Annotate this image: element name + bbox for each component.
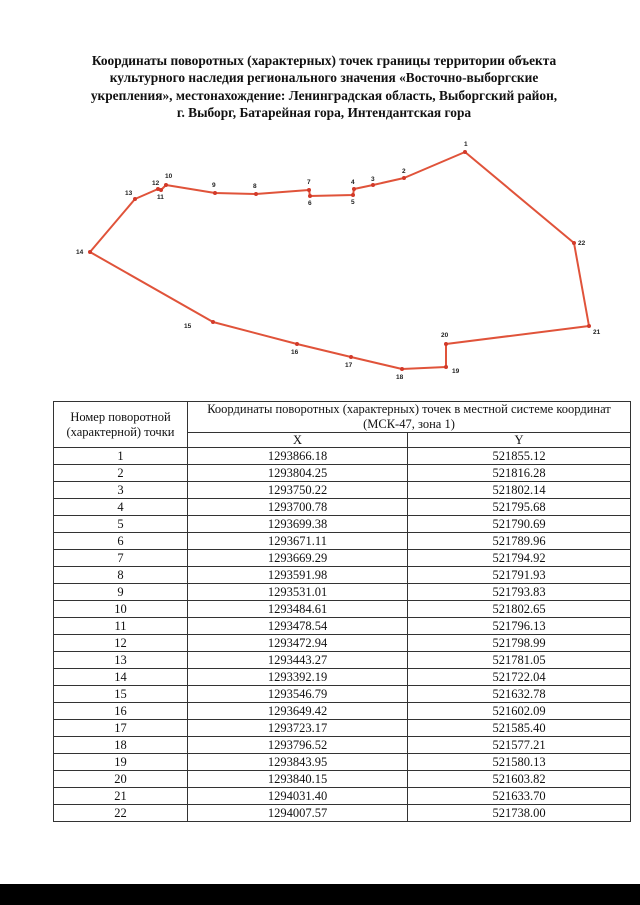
boundary-point-label: 3	[371, 176, 375, 183]
cell-point-number: 18	[54, 737, 188, 754]
boundary-point-marker	[295, 342, 299, 346]
scan-bottom-edge	[0, 884, 640, 905]
boundary-point-marker	[463, 150, 467, 154]
table-row	[54, 652, 631, 669]
cell-point-number: 7	[54, 550, 188, 567]
cell-point-number: 20	[54, 771, 188, 788]
cell-y: 521796.13	[408, 618, 631, 635]
cell-y: 521632.78	[408, 686, 631, 703]
cell-point-number: 5	[54, 516, 188, 533]
cell-point-number: 9	[54, 584, 188, 601]
boundary-point-label: 1	[464, 141, 468, 148]
boundary-point-label: 22	[578, 240, 586, 247]
header-coordinates: Координаты поворотных (характерных) точек в местной системе координат (МСК-47, зона 1)	[188, 402, 631, 433]
table-row	[54, 550, 631, 567]
cell-y: 521633.70	[408, 788, 631, 805]
cell-x: 1293531.01	[188, 584, 408, 601]
boundary-point-label: 4	[351, 179, 355, 186]
boundary-point-marker	[164, 183, 168, 187]
boundary-point-marker	[213, 191, 217, 195]
cell-point-number: 3	[54, 482, 188, 499]
cell-y: 521603.82	[408, 771, 631, 788]
table-row	[54, 601, 631, 618]
table-row	[54, 567, 631, 584]
boundary-point-marker	[444, 342, 448, 346]
table-row	[54, 720, 631, 737]
table-row	[54, 618, 631, 635]
cell-y: 521781.05	[408, 652, 631, 669]
boundary-point-marker	[307, 188, 311, 192]
boundary-point-label: 5	[351, 199, 355, 206]
cell-x: 1293546.79	[188, 686, 408, 703]
cell-y: 521791.93	[408, 567, 631, 584]
boundary-point-label: 17	[345, 362, 353, 369]
boundary-point-marker	[400, 367, 404, 371]
cell-y: 521793.83	[408, 584, 631, 601]
boundary-point-label: 14	[76, 249, 84, 256]
cell-y: 521722.04	[408, 669, 631, 686]
cell-point-number: 15	[54, 686, 188, 703]
table-row	[54, 482, 631, 499]
cell-point-number: 17	[54, 720, 188, 737]
boundary-point-label: 7	[307, 179, 311, 186]
cell-y: 521802.14	[408, 482, 631, 499]
cell-point-number: 12	[54, 635, 188, 652]
cell-x: 1293796.52	[188, 737, 408, 754]
cell-y: 521577.21	[408, 737, 631, 754]
table-row	[54, 584, 631, 601]
boundary-point-label: 19	[452, 368, 460, 375]
table-row	[54, 754, 631, 771]
boundary-point-label: 6	[308, 200, 312, 207]
boundary-point-marker	[133, 197, 137, 201]
cell-y: 521585.40	[408, 720, 631, 737]
cell-x: 1293804.25	[188, 465, 408, 482]
title-line: культурного наследия регионального значения «Восточно-выборгские	[109, 70, 539, 86]
cell-x: 1293669.29	[188, 550, 408, 567]
boundary-point-marker	[444, 365, 448, 369]
cell-y: 521789.96	[408, 533, 631, 550]
cell-point-number: 1	[54, 448, 188, 465]
cell-y: 521816.28	[408, 465, 631, 482]
boundary-point-label: 10	[165, 173, 173, 180]
cell-x: 1293843.95	[188, 754, 408, 771]
header-point-number: Номер поворотной (характерной) точки	[54, 402, 188, 448]
cell-x: 1293484.61	[188, 601, 408, 618]
cell-y: 521798.99	[408, 635, 631, 652]
cell-x: 1293392.19	[188, 669, 408, 686]
cell-x: 1293700.78	[188, 499, 408, 516]
cell-y: 521795.68	[408, 499, 631, 516]
cell-y: 521790.69	[408, 516, 631, 533]
coordinates-table	[53, 401, 631, 822]
cell-x: 1293472.94	[188, 635, 408, 652]
boundary-point-label: 21	[593, 329, 601, 336]
boundary-point-label: 2	[402, 168, 406, 175]
cell-y: 521794.92	[408, 550, 631, 567]
table-row	[54, 686, 631, 703]
cell-point-number: 21	[54, 788, 188, 805]
title-line: укрепления», местонахождение: Ленинградская область, Выборгский район,	[90, 87, 558, 103]
boundary-point-label: 13	[125, 190, 133, 197]
boundary-point-label: 11	[157, 194, 164, 201]
boundary-point-label: 18	[396, 374, 404, 381]
cell-x: 1293866.18	[188, 448, 408, 465]
cell-x: 1294007.57	[188, 805, 408, 822]
table-row	[54, 499, 631, 516]
cell-point-number: 19	[54, 754, 188, 771]
boundary-point-marker	[156, 187, 160, 191]
table-row	[54, 805, 631, 822]
cell-y: 521802.65	[408, 601, 631, 618]
header-x: X	[188, 433, 408, 448]
table-row	[54, 703, 631, 720]
boundary-point-marker	[349, 355, 353, 359]
table-row	[54, 771, 631, 788]
cell-x: 1294031.40	[188, 788, 408, 805]
cell-point-number: 8	[54, 567, 188, 584]
boundary-point-label: 16	[291, 349, 299, 356]
boundary-point-marker	[88, 250, 92, 254]
boundary-point-marker	[308, 194, 312, 198]
cell-x: 1293699.38	[188, 516, 408, 533]
cell-point-number: 13	[54, 652, 188, 669]
cell-x: 1293671.11	[188, 533, 408, 550]
cell-y: 521855.12	[408, 448, 631, 465]
cell-point-number: 10	[54, 601, 188, 618]
cell-point-number: 11	[54, 618, 188, 635]
boundary-point-marker	[572, 241, 576, 245]
boundary-point-label: 9	[212, 182, 216, 189]
boundary-point-label: 8	[253, 183, 257, 190]
cell-point-number: 6	[54, 533, 188, 550]
cell-x: 1293649.42	[188, 703, 408, 720]
cell-point-number: 2	[54, 465, 188, 482]
cell-x: 1293478.54	[188, 618, 408, 635]
table-row	[54, 669, 631, 686]
table-row	[54, 737, 631, 754]
header-y: Y	[408, 433, 631, 448]
table-row	[54, 465, 631, 482]
coordinates-table-body	[54, 448, 631, 822]
boundary-map	[0, 0, 640, 400]
cell-x: 1293750.22	[188, 482, 408, 499]
cell-x: 1293723.17	[188, 720, 408, 737]
cell-x: 1293840.15	[188, 771, 408, 788]
table-row	[54, 635, 631, 652]
cell-y: 521580.13	[408, 754, 631, 771]
table-row	[54, 448, 631, 465]
cell-y: 521602.09	[408, 703, 631, 720]
boundary-point-label: 12	[152, 180, 160, 187]
boundary-point-marker	[587, 324, 591, 328]
table-row	[54, 788, 631, 805]
cell-point-number: 16	[54, 703, 188, 720]
boundary-point-marker	[402, 176, 406, 180]
title-line: г. Выборг, Батарейная гора, Интендантская гора	[176, 105, 472, 121]
cell-point-number: 14	[54, 669, 188, 686]
table-row	[54, 516, 631, 533]
boundary-points	[76, 141, 601, 381]
cell-y: 521738.00	[408, 805, 631, 822]
cell-point-number: 22	[54, 805, 188, 822]
cell-point-number: 4	[54, 499, 188, 516]
boundary-point-label: 15	[184, 323, 192, 330]
boundary-point-marker	[352, 187, 356, 191]
cell-x: 1293443.27	[188, 652, 408, 669]
table-row	[54, 533, 631, 550]
boundary-point-marker	[351, 193, 355, 197]
boundary-point-marker	[371, 183, 375, 187]
boundary-point-marker	[254, 192, 258, 196]
title-line: Координаты поворотных (характерных) точек границы территории объекта	[91, 53, 557, 68]
boundary-point-marker	[211, 320, 215, 324]
boundary-point-label: 20	[441, 332, 449, 339]
cell-x: 1293591.98	[188, 567, 408, 584]
